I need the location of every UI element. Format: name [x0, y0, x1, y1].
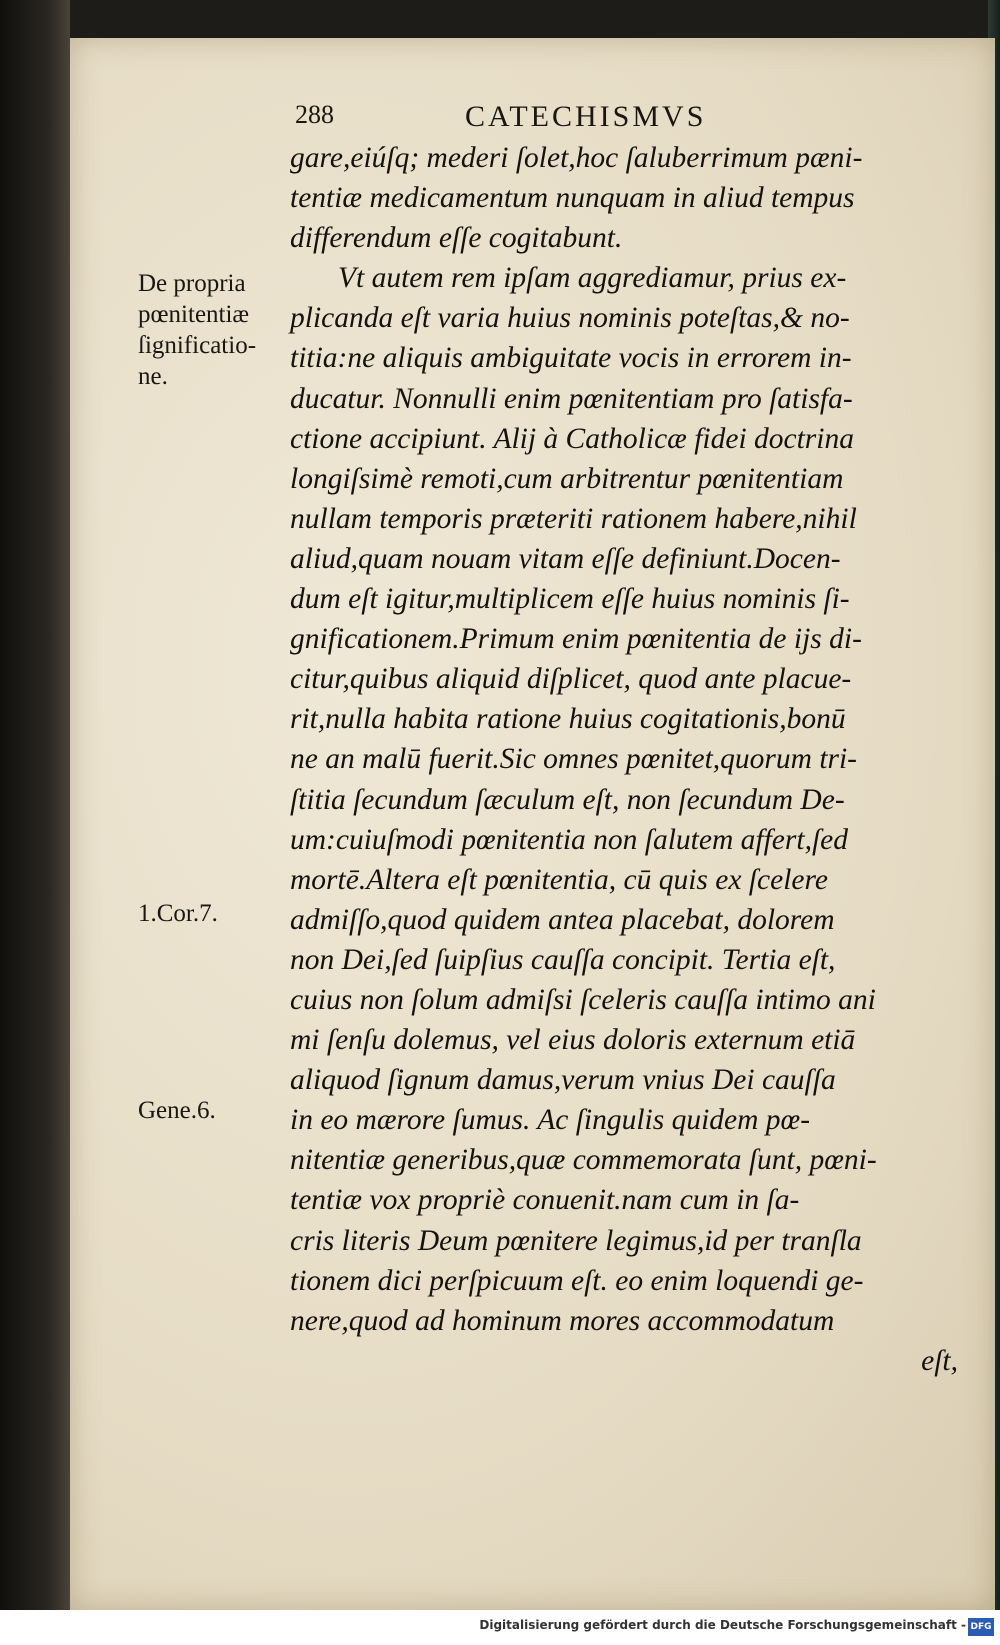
text-line: rit,nulla habita ratione huius cogitationis,bonū: [290, 703, 846, 736]
text-line: tionem dici perſpicuum eſt. eo enim loquendi ge-: [290, 1264, 864, 1297]
text-line: cris literis Deum pœnitere legimus,id per tranſla: [290, 1224, 862, 1257]
book-page: [70, 38, 995, 1610]
text-line: admiſſo,quod quidem antea placebat, dolorem: [290, 903, 835, 936]
catchword: eſt,: [921, 1344, 958, 1377]
text-line: tentiæ medicamentum nunquam in aliud tempus: [290, 182, 855, 215]
text-line: cuius non ſolum admiſsi ſceleris cauſſa intimo ani: [290, 983, 876, 1016]
page-number: 288: [295, 100, 334, 129]
text-line: dum eſt igitur,multiplicem eſſe huius nominis ſi-: [290, 583, 850, 616]
text-line: mi ſenſu dolemus, vel eius doloris externum etiā: [290, 1024, 856, 1057]
margin-note-propria: [138, 268, 288, 392]
dfg-logo-icon: DFG: [968, 1618, 994, 1636]
text-line: mortē.Altera eſt pœnitentia, cū quis ex ſcelere: [290, 863, 828, 896]
text-line: longiſsimè remoti,cum arbitrentur pœnitentiam: [290, 462, 844, 495]
text-line: ctione accipiunt. Alij à Catholicæ fidei doctrina: [290, 422, 854, 455]
text-line: ducatur. Nonnulli enim pœnitentiam pro ſatisfa-: [290, 382, 853, 415]
margin-note-gene: Gene.6.: [138, 1097, 216, 1124]
text-line: gnificationem.Primum enim pœnitentia de ijs di-: [290, 623, 862, 656]
text-line: differendum eſſe cogitabunt.: [290, 222, 623, 255]
margin-note-cor: 1.Cor.7.: [138, 900, 218, 927]
text-line: aliquod ſignum damus,verum vnius Dei cauſſa: [290, 1064, 836, 1097]
text-line: in eo mærore ſumus. Ac ſingulis quidem pœ-: [290, 1104, 811, 1137]
text-line: nullam temporis præteriti rationem habere,nihil: [290, 502, 857, 535]
text-line: tentiæ vox propriè conuenit.nam cum in ſa-: [290, 1184, 800, 1217]
text-line: um:cuiuſmodi pœnitentia non ſalutem affert,ſed: [290, 823, 848, 856]
running-title: CATECHISMVS: [465, 100, 707, 133]
text-line: Vt autem rem ipſam aggrediamur, prius ex-: [338, 262, 847, 295]
text-line: ſtitia ſecundum ſæculum eſt, non ſecundum De-: [290, 783, 845, 816]
digitization-footer: [0, 1610, 1000, 1645]
text-line: citur,quibus aliquid diſplicet, quod ante placue-: [290, 663, 852, 696]
text-line: aliud,quam nouam vitam eſſe definiunt.Docen-: [290, 542, 841, 575]
text-line: plicanda eſt varia huius nominis poteſtas,& no-: [290, 302, 850, 335]
text-line: nitentiæ generibus,quæ commemorata ſunt, pœni-: [290, 1144, 877, 1177]
margin-note-line: De propria: [138, 270, 246, 297]
margin-note-line: pœnitentiæ: [138, 301, 250, 328]
text-line: nere,quod ad hominum mores accommodatum: [290, 1304, 835, 1337]
book-spine-left: [0, 0, 70, 1645]
margin-note-line: ne.: [138, 363, 168, 390]
text-line: gare,eiúſq; mederi ſolet,hoc ſaluberrimum pæni-: [290, 142, 863, 174]
body-text: [290, 138, 958, 1381]
margin-note-line: ſignificatio-: [138, 332, 257, 359]
text-line: non Dei,ſed ſuipſius cauſſa concipit. Tertia eſt,: [290, 943, 836, 976]
text-line: titia:ne aliquis ambiguitate vocis in errorem in-: [290, 342, 852, 375]
footer-credit: Digitalisierung gefördert durch die Deutsche Forschungsgemeinschaft -: [479, 1618, 966, 1632]
text-line: ne an malū fuerit.Sic omnes pœnitet,quorum tri-: [290, 743, 858, 776]
